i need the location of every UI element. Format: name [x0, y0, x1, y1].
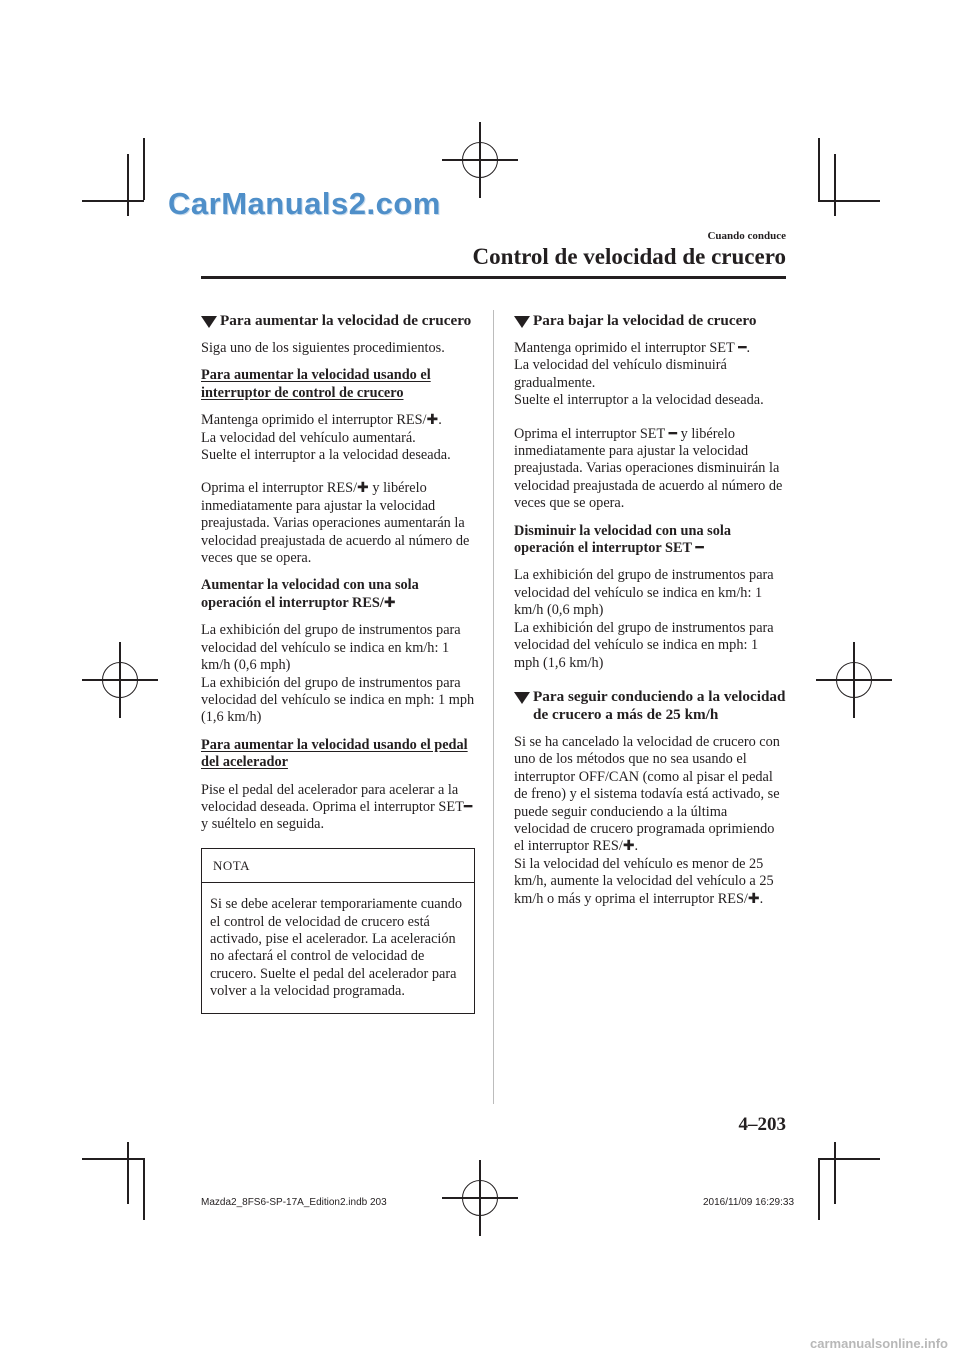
note-text: Si se debe acelerar temporariamente cuando el control de velocidad de crucero está activado, pise el acelerador. La aceleración no afectará el control de velocidad de crucero. Suelte el pedal del acelerador para volver a la velocidad programada. [210, 896, 463, 1000]
subheading-pedal: Para aumentar la velocidad usando el pedal del acelerador [201, 736, 468, 771]
plus-icon: ✚ [747, 890, 760, 907]
plus-icon: ✚ [383, 594, 396, 611]
watermark-logo[interactable]: CarManuals2.com [168, 186, 441, 221]
minus-icon: ━ [463, 798, 473, 815]
plus-icon: ✚ [426, 412, 439, 429]
subheading-single-res: Aumentar la velocidad con una sola operación el interruptor RES/✚ [201, 577, 419, 611]
heading-aumentar: Para aumentar la velocidad de crucero [201, 312, 475, 330]
triangle-icon [201, 316, 217, 328]
footer-file: Mazda2_8FS6-SP-17A_Edition2.indb 203 [201, 1197, 387, 1208]
paragraph-press-res: Oprima el interruptor RES/✚ y libérelo inmediatamente para ajustar la velocidad preajustada. Varias operaciones aumentarán la velocidad preajustada de acuerdo al número de veces que se opera. [201, 480, 470, 567]
minus-icon: ━ [668, 425, 678, 442]
footer-timestamp: 2016/11/09 16:29:33 [703, 1197, 795, 1208]
paragraph-increment: La exhibición del grupo de instrumentos para velocidad del vehículo se indica en km/h: 1 km/h (0,6 mph) La exhibición del grupo de instrumentos para velocidad del vehículo se indica en mph: 1 mph (1,6 km/h) [201, 622, 475, 726]
page-title: Control de velocidad de crucero [472, 244, 786, 269]
subheading-single-set: Disminuir la velocidad con una sola operación el interruptor SET ━ [514, 522, 732, 557]
registration-mark-top [442, 122, 518, 198]
footer-site-watermark[interactable]: carmanualsonline.info [810, 1336, 948, 1351]
paragraph-press-set: Oprima el interruptor SET ━ y libérelo inmediatamente para ajustar la velocidad preajustada. Varias operaciones disminuirán la velocidad preajustada de acuerdo al número de veces que se opera. [514, 425, 783, 512]
page-number: 4–203 [738, 1114, 786, 1135]
registration-mark-right [816, 642, 892, 718]
note-box [201, 848, 475, 1014]
intro-text: Siga uno de los siguientes procedimientos. [201, 340, 445, 356]
paragraph-resume: Si se ha cancelado la velocidad de crucero con uno de los métodos que no sea usando el interruptor OFF/CAN (como al pisar el pedal de freno) y el sistema todavía está activado, se puede seguir conduciendo a la última velocidad de crucero programada oprimiendo el interruptor RES/✚. Si la velocidad del vehículo es menor de 25 km/h, aumente la velocidad del vehículo a 25 km/h o más y oprima el interruptor RES/✚. [514, 733, 780, 907]
section-label: Cuando conduce [707, 230, 786, 242]
header-rule [201, 276, 786, 279]
triangle-icon [514, 692, 530, 704]
plus-icon: ✚ [622, 838, 635, 855]
plus-icon: ✚ [357, 480, 369, 497]
minus-icon: ━ [738, 340, 747, 356]
right-column [514, 312, 786, 918]
registration-mark-left [82, 642, 158, 718]
registration-mark-bottom [442, 1160, 518, 1236]
minus-icon: ━ [695, 540, 704, 557]
left-column [201, 312, 475, 1014]
paragraph-hold-set: Mantenga oprimido el interruptor SET ━. La velocidad del vehículo disminuirá gradualmente. Suelte el interruptor a la velocidad deseada. [514, 340, 764, 409]
heading-seguir: Para seguir conduciendo a la velocidad de crucero a más de 25 km/h [514, 688, 786, 724]
paragraph-pedal: Pise el pedal del acelerador para acelerar a la velocidad deseada. Oprima el interruptor SET━ y suéltelo en seguida. [201, 781, 473, 833]
column-divider [493, 310, 494, 1104]
triangle-icon [514, 316, 530, 328]
paragraph-decrement: La exhibición del grupo de instrumentos para velocidad del vehículo se indica en km/h: 1 km/h (0,6 mph) La exhibición del grupo de instrumentos para velocidad del vehículo se indica en mph: 1 mph (1,6 km/h) [514, 567, 774, 671]
note-label: NOTA [202, 849, 474, 883]
subheading-switch: Para aumentar la velocidad usando el interruptor de control de crucero [201, 367, 431, 401]
heading-bajar: Para bajar la velocidad de crucero [514, 312, 786, 330]
paragraph-hold-res: Mantenga oprimido el interruptor RES/✚. La velocidad del vehículo aumentará. Suelte el interruptor a la velocidad deseada. [201, 412, 451, 464]
